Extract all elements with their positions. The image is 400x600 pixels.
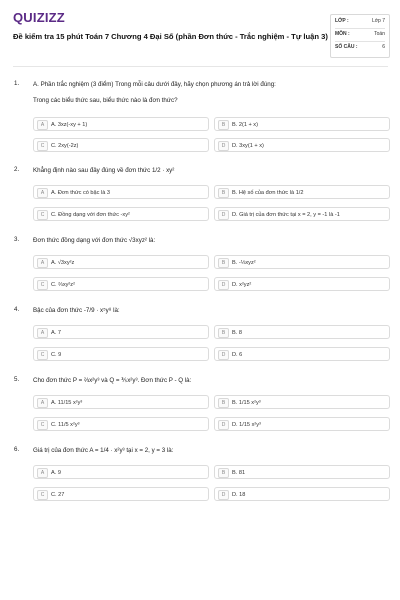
option-letter: D [218, 490, 229, 500]
page-title: Đề kiểm tra 15 phút Toán 7 Chương 4 Đại Số (phần Đơn thức - Trắc nghiệm - Tự luận 3) [13, 32, 328, 41]
meta-box [330, 14, 390, 58]
option-letter: D [218, 141, 229, 151]
question-text-line: Khẳng định nào sau đây đúng về đơn thức 1/2 · xy² [33, 167, 175, 174]
option-text: C. 9 [51, 352, 62, 358]
question-number: 5. [14, 376, 20, 383]
option-b[interactable] [214, 395, 390, 409]
option-a[interactable] [33, 185, 209, 199]
option-letter: B [218, 258, 229, 268]
question-number: 3. [14, 236, 20, 243]
meta-grade [335, 18, 385, 29]
option-b[interactable] [214, 255, 390, 269]
option-d[interactable] [214, 417, 390, 431]
option-d[interactable] [214, 487, 390, 501]
option-letter: D [218, 350, 229, 360]
option-letter: A [37, 258, 48, 268]
option-text: C. ⅔xy²z² [51, 282, 75, 288]
meta-count-value: 6 [382, 44, 385, 50]
option-c[interactable] [33, 487, 209, 501]
option-letter: C [37, 350, 48, 360]
option-text: A. 7 [51, 330, 61, 336]
question-text-line: Giá trị của đơn thức A = 1/4 · x²y³ tại x = 2, y = 3 là: [33, 447, 174, 454]
question-number: 6. [14, 446, 20, 453]
option-text: A. 9 [51, 470, 61, 476]
option-letter: C [37, 490, 48, 500]
header-divider [13, 66, 388, 67]
meta-grade-value: Lớp 7 [371, 18, 385, 24]
option-text: B. 2(1 + x) [232, 122, 258, 128]
meta-subject-value: Toán [374, 31, 385, 37]
option-letter: A [37, 120, 48, 130]
option-c[interactable] [33, 207, 209, 221]
option-text: D. 6 [232, 352, 243, 358]
option-c[interactable] [33, 277, 209, 291]
option-letter: D [218, 280, 229, 290]
question-text-line: Đơn thức đồng dạng với đơn thức √3xyz² là: [33, 237, 156, 244]
option-text: D. 18 [232, 492, 246, 498]
option-letter: A [37, 398, 48, 408]
option-letter: C [37, 210, 48, 220]
option-letter: A [37, 468, 48, 478]
option-text: D. Giá trị của đơn thức tại x = 2, y = -1 là -1 [232, 212, 340, 218]
option-text: B. Hệ số của đơn thức là 1/2 [232, 190, 304, 196]
option-text: D. 1/15 x²y³ [232, 422, 261, 428]
option-letter: A [37, 328, 48, 338]
option-text: C. 27 [51, 492, 65, 498]
option-d[interactable] [214, 277, 390, 291]
option-text: A. 11/15 x²y³ [51, 400, 83, 406]
option-d[interactable] [214, 347, 390, 361]
question-text-line: Cho đơn thức P = ⅔x²y³ và Q = ⅗x²y³. Đơn thức P - Q là: [33, 377, 192, 384]
option-letter: B [218, 328, 229, 338]
option-letter: B [218, 398, 229, 408]
option-c[interactable] [33, 347, 209, 361]
option-letter: C [37, 280, 48, 290]
option-b[interactable] [214, 325, 390, 339]
question-number: 2. [14, 166, 20, 173]
option-text: D. x²yz² [232, 282, 252, 288]
option-a[interactable] [33, 395, 209, 409]
option-d[interactable] [214, 138, 390, 152]
option-b[interactable] [214, 117, 390, 131]
meta-subject-label: MÔN : [335, 31, 350, 37]
option-text: A. √3xy²z [51, 260, 75, 266]
option-c[interactable] [33, 138, 209, 152]
option-text: B. -⅓xyz² [232, 260, 256, 266]
option-a[interactable] [33, 255, 209, 269]
meta-subject [335, 31, 385, 42]
option-letter: C [37, 141, 48, 151]
option-letter: B [218, 468, 229, 478]
option-text: A. Đơn thức có bậc là 3 [51, 190, 111, 196]
option-text: D. 3xy(1 + x) [232, 143, 264, 149]
question-text-line: Trong các biểu thức sau, biểu thức nào là đơn thức? [33, 97, 178, 104]
option-letter: B [218, 120, 229, 130]
option-text: C. 11/5 x²y³ [51, 422, 80, 428]
option-letter: A [37, 188, 48, 198]
option-letter: D [218, 420, 229, 430]
option-b[interactable] [214, 465, 390, 479]
option-d[interactable] [214, 207, 390, 221]
option-letter: D [218, 210, 229, 220]
quizizz-logo: QUIZIZZ [13, 10, 65, 25]
question-number: 1. [14, 80, 20, 87]
option-c[interactable] [33, 417, 209, 431]
option-text: B. 1/15 x²y³ [232, 400, 261, 406]
option-letter: C [37, 420, 48, 430]
option-a[interactable] [33, 325, 209, 339]
option-text: B. 8 [232, 330, 242, 336]
option-b[interactable] [214, 185, 390, 199]
question-text-line: A. Phần trắc nghiệm (3 điểm) Trong mỗi câu dưới đây, hãy chọn phương án trả lời đúng: [33, 81, 276, 88]
option-letter: B [218, 188, 229, 198]
option-text: B. 81 [232, 470, 246, 476]
option-text: C. Đồng dạng với đơn thức -xy² [51, 212, 130, 218]
option-a[interactable] [33, 117, 209, 131]
meta-count-label: SỐ CÂU : [335, 44, 358, 50]
meta-count [335, 44, 385, 54]
option-text: C. 2xy(-2z) [51, 143, 79, 149]
question-number: 4. [14, 306, 20, 313]
option-a[interactable] [33, 465, 209, 479]
meta-grade-label: LỚP : [335, 18, 349, 24]
option-text: A. 3xz(-xy + 1) [51, 122, 88, 128]
question-text-line: Bậc của đơn thức -7/9 · x⁵y⁸ là: [33, 307, 120, 314]
